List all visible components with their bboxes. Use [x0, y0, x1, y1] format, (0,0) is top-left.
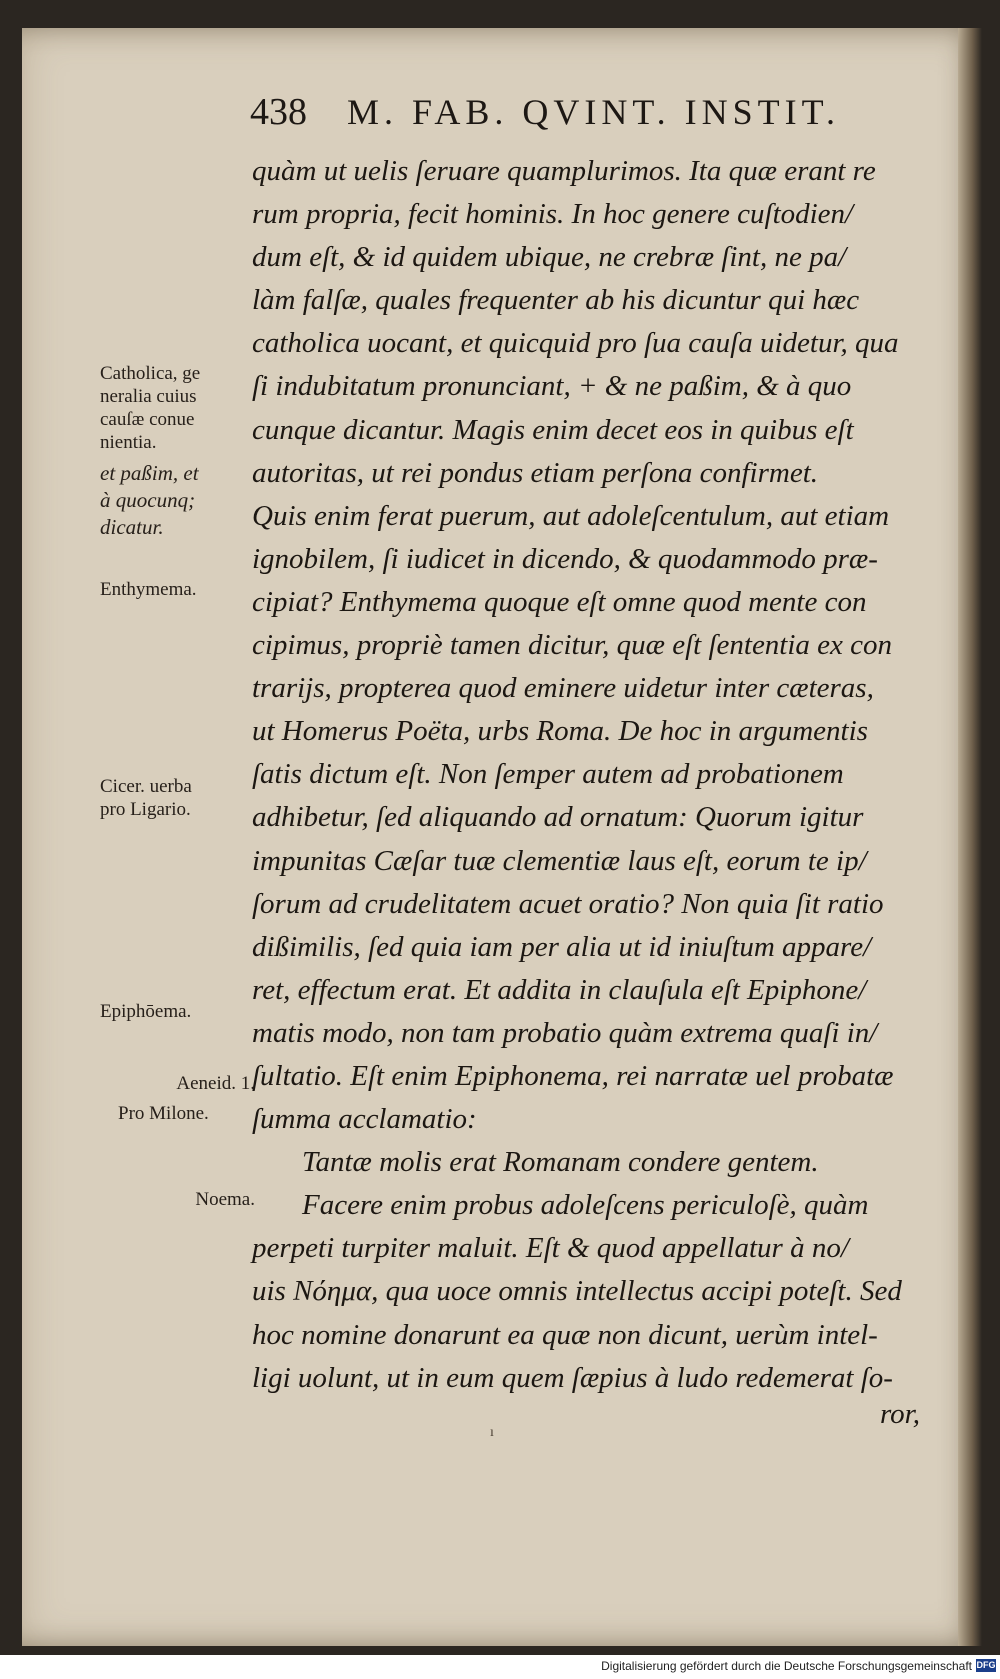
margin-note-pro-milone: Pro Milone.: [118, 1103, 209, 1124]
text-line: perpeti turpiter maluit. Eſt & quod appellatur à no/: [252, 1232, 849, 1265]
verse-line: Tantæ molis erat Romanam condere gentem.: [302, 1146, 819, 1179]
funding-credit: Digitalisierung gefördert durch die Deutsche Forschungsgemeinschaft: [601, 1659, 972, 1673]
running-title: M. FAB. QVINT. INSTIT.: [347, 92, 840, 132]
text-line: dum eſt, & id quidem ubique, ne crebræ ſint, ne pa/: [252, 241, 847, 274]
margin-note-aeneid: Aeneid. 1.: [176, 1073, 255, 1094]
margin-note-line: Catholica, ge: [100, 363, 201, 384]
margin-note-line: neralia cuius: [100, 386, 197, 407]
page-header: [250, 90, 900, 150]
text-line: Quis enim ferat puerum, aut adoleſcentulum, aut etiam: [252, 499, 890, 532]
text-line: catholica uocant, et quicquid pro ſua cauſa uidetur, qua: [252, 327, 899, 360]
text-line: trarijs, propterea quod eminere uidetur inter cæteras,: [252, 672, 874, 705]
text-line: ſi indubitatum pronunciant, + & ne paßim, & à quo: [252, 370, 852, 403]
text-line: Facere enim probus adoleſcens periculoſè, quàm: [302, 1189, 869, 1222]
footer-bar: [0, 1655, 1000, 1679]
text-line: cunque dicantur. Magis enim decet eos in quibus eſt: [252, 413, 854, 446]
bottom-mark: ı: [490, 1425, 494, 1440]
text-line: matis modo, non tam probatio quàm extrema quaſi in/: [252, 1016, 878, 1049]
margin-note-line: à quocunq;: [100, 488, 196, 512]
text-line: ſorum ad crudelitatem acuet oratio? Non quia ſit ratio: [252, 887, 884, 920]
catchword: ror,: [879, 1398, 920, 1430]
text-line: cipimus, propriè tamen dicitur, quæ eſt ſententia ex con: [252, 629, 893, 662]
margin-note-line: nientia.: [100, 432, 157, 453]
text-line: ut Homerus Poëta, urbs Roma. De hoc in argumentis: [252, 715, 868, 748]
body-text: [252, 150, 952, 1400]
text-line: ſumma acclamatio:: [252, 1103, 477, 1136]
margin-note-line: dicatur.: [100, 515, 164, 539]
text-line: impunitas Cæſar tuæ clementiæ laus eſt, eorum te ip/: [252, 844, 867, 877]
text-line: ligi uolunt, ut in eum quem ſæpius à ludo redemerat ſo-: [252, 1361, 893, 1394]
text-line: làm falſæ, quales frequenter ab his dicuntur qui hæc: [252, 284, 860, 317]
page-number: 438: [250, 91, 307, 133]
margin-note-noema: Noema.: [195, 1189, 255, 1210]
margin-note-et-passim: [100, 460, 250, 541]
text-line: hoc nomine donarunt ea quæ non dicunt, uerùm intel-: [252, 1318, 878, 1351]
text-line: uis Νόημα, qua uoce omnis intellectus accipi poteſt. Sed: [252, 1275, 902, 1308]
page-gutter-shadow: [958, 28, 982, 1646]
text-line: ſultatio. Eſt enim Epiphonema, rei narratæ uel probatæ: [252, 1059, 894, 1092]
text-line: rum propria, fecit hominis. In hoc genere cuſtodien/: [252, 198, 854, 231]
text-line: autoritas, ut rei pondus etiam perſona confirmet.: [252, 456, 819, 489]
margin-note-line: cauſæ conue: [100, 409, 195, 430]
margin-note-line: Cicer. uerba: [100, 776, 192, 797]
text-line: ignobilem, ſi iudicet in dicendo, & quodammodo præ-: [252, 542, 878, 575]
text-line: dißimilis, ſed quia iam per alia ut id iniuſtum appare/: [252, 930, 872, 963]
text-line: cipiat? Enthymema quoque eſt omne quod mente con: [252, 585, 867, 618]
dfg-logo: DFG: [976, 1660, 996, 1670]
margin-note-line: et paßim, et: [100, 461, 199, 485]
margin-note-catholica: [100, 362, 250, 454]
margin-note-enthymema: Enthymema.: [100, 579, 197, 600]
text-line: adhibetur, ſed aliquando ad ornatum: Quorum igitur: [252, 801, 864, 834]
margin-note-epiphonema: Epiphōema.: [100, 1001, 192, 1022]
text-line: ret, effectum erat. Et addita in clauſula eſt Epiphone/: [252, 973, 867, 1006]
text-line: quàm ut uelis ſeruare quamplurimos. Ita quæ erant re: [252, 155, 876, 187]
text-line: ſatis dictum eſt. Non ſemper autem ad probationem: [252, 758, 844, 791]
margin-note-cicero: [100, 775, 250, 821]
margin-note-line: pro Ligario.: [100, 799, 191, 820]
